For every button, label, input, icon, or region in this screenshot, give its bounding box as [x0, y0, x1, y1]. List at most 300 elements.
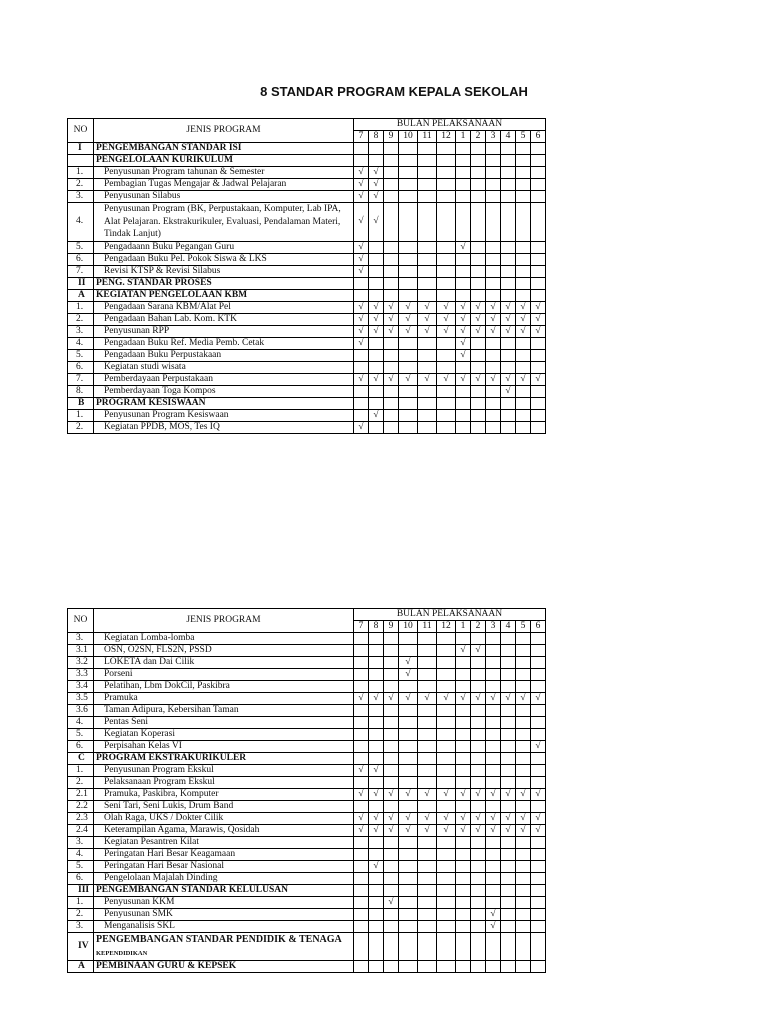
month-cell-10 — [399, 633, 418, 645]
month-cell-5 — [516, 813, 531, 825]
table-row — [68, 313, 546, 325]
month-cell-11 — [418, 933, 437, 961]
month-cell-12 — [437, 397, 456, 409]
program-name — [94, 837, 354, 849]
month-cell-1 — [456, 849, 471, 861]
month-cell-10 — [399, 933, 418, 961]
program-text: Pelaksanaan Program Ekskul — [104, 777, 215, 787]
month-cell-12 — [437, 361, 456, 373]
row-number: 5. — [68, 349, 94, 361]
month-cell-1 — [456, 155, 471, 167]
month-cell-7 — [354, 729, 369, 741]
month-cell-10 — [399, 765, 418, 777]
month-cell-6 — [531, 633, 546, 645]
month-cell-6 — [531, 373, 546, 385]
month-cell-2 — [471, 801, 486, 813]
month-cell-5 — [516, 897, 531, 909]
check-mark: √ — [460, 337, 466, 348]
month-cell-8 — [369, 313, 384, 325]
row-number: 1. — [68, 409, 94, 421]
month-cell-7 — [354, 681, 369, 693]
month-cell-12 — [437, 801, 456, 813]
check-mark: √ — [388, 825, 394, 835]
program-name — [94, 777, 354, 789]
month-cell-5 — [516, 753, 531, 765]
month-cell-8 — [369, 861, 384, 873]
month-cell-2 — [471, 361, 486, 373]
check-mark: √ — [505, 825, 511, 835]
program-name — [94, 705, 354, 717]
program-text: Kegiatan studi wisata — [104, 361, 186, 372]
row-number: 2. — [68, 777, 94, 789]
month-cell-5 — [516, 313, 531, 325]
month-cell-9 — [384, 253, 399, 265]
month-cell-2 — [471, 203, 486, 242]
month-cell-1 — [456, 729, 471, 741]
month-cell-4 — [501, 241, 516, 253]
month-cell-10 — [399, 729, 418, 741]
month-cell-4 — [501, 897, 516, 909]
check-mark: √ — [505, 789, 511, 799]
month-cell-6 — [531, 277, 546, 289]
check-mark: √ — [424, 373, 430, 384]
month-cell-2 — [471, 301, 486, 313]
month-cell-1 — [456, 289, 471, 301]
month-cell-6 — [531, 837, 546, 849]
month-cell-1 — [456, 717, 471, 729]
month-cell-4 — [501, 873, 516, 885]
table-row — [68, 873, 546, 885]
month-cell-8 — [369, 265, 384, 277]
month-cell-9 — [384, 373, 399, 385]
program-text: OSN, O2SN, FLS2N, PSSD — [104, 645, 212, 655]
month-cell-7 — [354, 933, 369, 961]
month-cell-1 — [456, 313, 471, 325]
month-cell-1 — [456, 645, 471, 657]
month-cell-5 — [516, 849, 531, 861]
month-cell-11 — [418, 741, 437, 753]
month-cell-2 — [471, 277, 486, 289]
program-name — [94, 729, 354, 741]
program-name — [94, 633, 354, 645]
month-cell-4 — [501, 277, 516, 289]
check-mark: √ — [405, 325, 411, 336]
month-cell-5 — [516, 633, 531, 645]
header-month-8: 8 — [369, 131, 384, 143]
month-cell-10 — [399, 705, 418, 717]
program-name — [94, 669, 354, 681]
check-mark: √ — [535, 301, 541, 312]
row-number: 2. — [68, 909, 94, 921]
month-cell-3 — [486, 861, 501, 873]
check-mark: √ — [475, 373, 481, 384]
month-cell-9 — [384, 897, 399, 909]
check-mark: √ — [388, 693, 394, 703]
month-cell-10 — [399, 167, 418, 179]
month-cell-3 — [486, 289, 501, 301]
month-cell-8 — [369, 765, 384, 777]
check-mark: √ — [460, 693, 466, 703]
check-mark: √ — [373, 825, 379, 835]
month-cell-3 — [486, 203, 501, 242]
check-mark: √ — [505, 373, 511, 384]
check-mark: √ — [373, 301, 379, 312]
program-text: Peringatan Hari Besar Nasional — [104, 861, 225, 871]
month-cell-8 — [369, 777, 384, 789]
month-cell-2 — [471, 397, 486, 409]
month-cell-3 — [486, 705, 501, 717]
month-cell-11 — [418, 361, 437, 373]
check-mark: √ — [505, 325, 511, 336]
table-row — [68, 349, 546, 361]
month-cell-3 — [486, 657, 501, 669]
month-cell-3 — [486, 825, 501, 837]
month-cell-12 — [437, 349, 456, 361]
program-text: Seni Tari, Seni Lukis, Drum Band — [104, 801, 234, 811]
check-mark: √ — [373, 861, 379, 871]
month-cell-9 — [384, 301, 399, 313]
month-cell-4 — [501, 203, 516, 242]
check-mark: √ — [443, 301, 449, 312]
month-cell-6 — [531, 265, 546, 277]
month-cell-11 — [418, 705, 437, 717]
program-text: Penyusunan Program (BK, Perpustakaan, Komputer, Lab IPA, Alat Pelajaran. Ekstrakurikuler, Evaluasi, Pendalaman Materi, Tindak Lanjut) — [104, 204, 341, 239]
month-cell-3 — [486, 741, 501, 753]
month-cell-11 — [418, 191, 437, 203]
month-cell-8 — [369, 921, 384, 933]
month-cell-11 — [418, 289, 437, 301]
month-cell-5 — [516, 167, 531, 179]
month-cell-6 — [531, 385, 546, 397]
check-mark: √ — [475, 693, 481, 703]
month-cell-10 — [399, 385, 418, 397]
month-cell-11 — [418, 277, 437, 289]
table-row — [68, 813, 546, 825]
month-cell-11 — [418, 645, 437, 657]
month-cell-8 — [369, 681, 384, 693]
month-cell-5 — [516, 837, 531, 849]
month-cell-7 — [354, 921, 369, 933]
table-row — [68, 203, 546, 242]
month-cell-1 — [456, 885, 471, 897]
month-cell-1 — [456, 277, 471, 289]
month-cell-11 — [418, 753, 437, 765]
check-mark: √ — [358, 241, 364, 252]
month-cell-4 — [501, 337, 516, 349]
check-mark: √ — [460, 325, 466, 336]
month-cell-4 — [501, 191, 516, 203]
check-mark: √ — [535, 789, 541, 799]
month-cell-1 — [456, 349, 471, 361]
check-mark: √ — [505, 813, 511, 823]
month-cell-11 — [418, 961, 437, 973]
check-mark: √ — [405, 813, 411, 823]
section-title — [94, 753, 354, 765]
section-row — [68, 397, 546, 409]
month-cell-11 — [418, 897, 437, 909]
program-name — [94, 693, 354, 705]
check-mark: √ — [490, 909, 496, 919]
program-name — [94, 849, 354, 861]
row-number: 2.2 — [68, 801, 94, 813]
month-cell-4 — [501, 933, 516, 961]
month-cell-7 — [354, 645, 369, 657]
month-cell-12 — [437, 669, 456, 681]
month-cell-11 — [418, 203, 437, 242]
month-cell-6 — [531, 729, 546, 741]
program-text: PEMBINAAN GURU & KEPSEK — [96, 961, 237, 971]
month-cell-1 — [456, 179, 471, 191]
month-cell-3 — [486, 813, 501, 825]
check-mark: √ — [520, 325, 526, 336]
month-cell-8 — [369, 885, 384, 897]
month-cell-5 — [516, 191, 531, 203]
month-cell-3 — [486, 645, 501, 657]
month-cell-8 — [369, 253, 384, 265]
check-mark: √ — [424, 825, 430, 835]
month-cell-2 — [471, 961, 486, 973]
month-cell-5 — [516, 337, 531, 349]
row-number: 2.1 — [68, 789, 94, 801]
row-number: 4. — [68, 337, 94, 349]
month-cell-9 — [384, 825, 399, 837]
month-cell-2 — [471, 921, 486, 933]
table-row — [68, 179, 546, 191]
month-cell-11 — [418, 325, 437, 337]
check-mark: √ — [424, 301, 430, 312]
row-number: 1. — [68, 301, 94, 313]
month-cell-8 — [369, 373, 384, 385]
section-row — [68, 753, 546, 765]
month-cell-9 — [384, 717, 399, 729]
program-name — [94, 337, 354, 349]
month-cell-12 — [437, 155, 456, 167]
month-cell-3 — [486, 179, 501, 191]
month-cell-8 — [369, 741, 384, 753]
month-cell-4 — [501, 657, 516, 669]
month-cell-3 — [486, 409, 501, 421]
month-cell-7 — [354, 289, 369, 301]
month-cell-8 — [369, 897, 384, 909]
check-mark: √ — [358, 421, 364, 432]
check-mark: √ — [424, 693, 430, 703]
month-cell-12 — [437, 765, 456, 777]
section-row — [68, 277, 546, 289]
month-cell-8 — [369, 191, 384, 203]
check-mark: √ — [505, 313, 511, 324]
month-cell-11 — [418, 241, 437, 253]
row-number: 7. — [68, 265, 94, 277]
month-cell-6 — [531, 909, 546, 921]
program-name — [94, 741, 354, 753]
month-cell-8 — [369, 289, 384, 301]
program-text: Penyusunan Silabus — [104, 191, 181, 201]
program-name — [94, 421, 354, 433]
row-number: 5. — [68, 861, 94, 873]
check-mark: √ — [405, 301, 411, 312]
month-cell-3 — [486, 253, 501, 265]
month-cell-2 — [471, 693, 486, 705]
month-cell-4 — [501, 801, 516, 813]
month-cell-6 — [531, 873, 546, 885]
check-mark: √ — [373, 813, 379, 823]
month-cell-9 — [384, 669, 399, 681]
table-row — [68, 301, 546, 313]
month-cell-8 — [369, 849, 384, 861]
program-text: Pemberdayaan Perpustakaan — [104, 373, 213, 384]
check-mark: √ — [460, 373, 466, 384]
program-text: Olah Raga, UKS / Dokter Cilik — [104, 813, 224, 823]
month-cell-7 — [354, 861, 369, 873]
check-mark: √ — [358, 216, 364, 227]
month-cell-11 — [418, 301, 437, 313]
month-cell-7 — [354, 143, 369, 155]
month-cell-5 — [516, 143, 531, 155]
month-cell-6 — [531, 179, 546, 191]
month-cell-7 — [354, 849, 369, 861]
month-cell-7 — [354, 397, 369, 409]
header-row — [68, 609, 546, 621]
month-cell-2 — [471, 409, 486, 421]
month-cell-11 — [418, 717, 437, 729]
month-cell-4 — [501, 777, 516, 789]
month-cell-9 — [384, 349, 399, 361]
check-mark: √ — [424, 813, 430, 823]
month-cell-7 — [354, 825, 369, 837]
check-mark: √ — [520, 825, 526, 835]
program-name — [94, 373, 354, 385]
month-cell-9 — [384, 765, 399, 777]
month-cell-4 — [501, 717, 516, 729]
month-cell-8 — [369, 933, 384, 961]
month-cell-9 — [384, 289, 399, 301]
month-cell-4 — [501, 397, 516, 409]
month-cell-4 — [501, 669, 516, 681]
month-cell-10 — [399, 191, 418, 203]
header-month-8: 8 — [369, 621, 384, 633]
program-text: Penyusunan Program Kesiswaan — [104, 409, 229, 420]
program-text: Pelatihan, Lbm DokCil, Paskibra — [104, 681, 230, 691]
section-row — [68, 961, 546, 973]
month-cell-2 — [471, 373, 486, 385]
check-mark: √ — [505, 385, 511, 396]
month-cell-1 — [456, 765, 471, 777]
month-cell-6 — [531, 657, 546, 669]
table-row — [68, 241, 546, 253]
program-name — [94, 897, 354, 909]
month-cell-3 — [486, 837, 501, 849]
row-number: 4. — [68, 717, 94, 729]
header-month-3: 3 — [486, 621, 501, 633]
row-number: 3.3 — [68, 669, 94, 681]
section-title — [94, 143, 354, 155]
month-cell-2 — [471, 741, 486, 753]
check-mark: √ — [490, 813, 496, 823]
program-text: Pengadaan Buku Perpustakaan — [104, 349, 222, 360]
month-cell-10 — [399, 253, 418, 265]
row-number: 2.4 — [68, 825, 94, 837]
program-text: Revisi KTSP & Revisi Silabus — [104, 265, 221, 276]
schedule-table-2 — [67, 608, 546, 973]
row-number: III — [68, 885, 94, 897]
month-cell-3 — [486, 717, 501, 729]
header-no: NO — [68, 609, 94, 633]
table-row — [68, 657, 546, 669]
program-name — [94, 909, 354, 921]
month-cell-11 — [418, 777, 437, 789]
check-mark: √ — [490, 693, 496, 703]
month-cell-9 — [384, 265, 399, 277]
check-mark: √ — [388, 789, 394, 799]
month-cell-3 — [486, 885, 501, 897]
month-cell-6 — [531, 813, 546, 825]
month-cell-5 — [516, 933, 531, 961]
month-cell-1 — [456, 669, 471, 681]
month-cell-12 — [437, 897, 456, 909]
month-cell-2 — [471, 753, 486, 765]
program-text: PROGRAM EKSTRAKURIKULER — [96, 753, 247, 763]
month-cell-1 — [456, 681, 471, 693]
month-cell-5 — [516, 693, 531, 705]
month-cell-1 — [456, 961, 471, 973]
header-month-7: 7 — [354, 131, 369, 143]
month-cell-7 — [354, 313, 369, 325]
program-text: Pengadaan Sarana KBM/Alat Pel — [104, 301, 231, 312]
month-cell-4 — [501, 765, 516, 777]
table-row — [68, 265, 546, 277]
month-cell-10 — [399, 325, 418, 337]
month-cell-7 — [354, 657, 369, 669]
check-mark: √ — [405, 313, 411, 324]
check-mark: √ — [388, 325, 394, 336]
program-name — [94, 645, 354, 657]
table-row — [68, 167, 546, 179]
program-text: PENGEMBANGAN STANDAR ISI — [96, 143, 242, 153]
month-cell-10 — [399, 277, 418, 289]
month-cell-5 — [516, 801, 531, 813]
month-cell-9 — [384, 277, 399, 289]
month-cell-3 — [486, 633, 501, 645]
month-cell-2 — [471, 897, 486, 909]
month-cell-2 — [471, 289, 486, 301]
header-month-3: 3 — [486, 131, 501, 143]
month-cell-3 — [486, 849, 501, 861]
month-cell-8 — [369, 301, 384, 313]
month-cell-11 — [418, 729, 437, 741]
program-text: LOKETA dan Dai Cilik — [104, 657, 195, 667]
month-cell-10 — [399, 397, 418, 409]
month-cell-6 — [531, 825, 546, 837]
program-name — [94, 167, 354, 179]
month-cell-2 — [471, 167, 486, 179]
check-mark: √ — [475, 789, 481, 799]
month-cell-8 — [369, 361, 384, 373]
month-cell-1 — [456, 397, 471, 409]
check-mark: √ — [490, 825, 496, 835]
month-cell-1 — [456, 741, 471, 753]
section-title — [94, 155, 354, 167]
table-row — [68, 765, 546, 777]
month-cell-7 — [354, 385, 369, 397]
month-cell-10 — [399, 409, 418, 421]
month-cell-10 — [399, 693, 418, 705]
month-cell-6 — [531, 765, 546, 777]
program-name — [94, 265, 354, 277]
month-cell-5 — [516, 421, 531, 433]
month-cell-7 — [354, 265, 369, 277]
month-cell-3 — [486, 385, 501, 397]
check-mark: √ — [535, 313, 541, 324]
